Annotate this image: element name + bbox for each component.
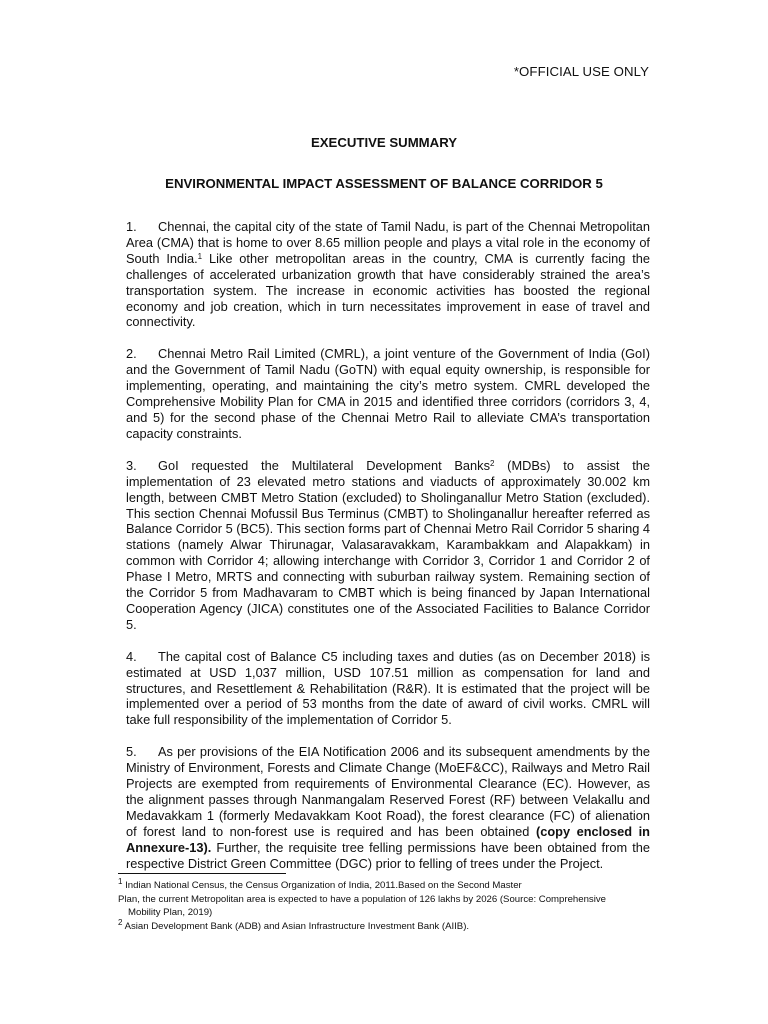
footnote-mark: 1 [118,877,123,886]
footnote-1 [118,879,663,920]
footnote-text: Indian National Census, the Census Organization of India, 2011.Based on the Second Master [122,880,522,891]
footnote-separator [118,873,286,874]
footnote-ref: 1 [197,251,203,261]
paragraph-text: (MDBs) to assist the implementation of 23 elevated metro stations and viaducts of approximately 30.002 km length, between CMBT Metro Station (excluded) to Sholinganallur Metro Station (excluded). This section Chennai Mofussil Bus Terminus (CMBT) to Sholinganallur hereafter referred as Balance Corridor 5 (BC5). This section forms part of Chennai Metro Rail Corridor 5 sharing 4 stations (namely Alwar Thirunagar, Valasaravakkam, Karambakkam and Alapakkam) in common with Corridor 4; allowing interchange with Corridor 3, Corridor 1 and Corridor 2 of Phase I Metro, MRTS and connecting with suburban railway system. Remaining section of the Corridor 5 from Madhavaram to CMBT which is being financed by Japan International Cooperation Agency (JICA) constitutes one of the Associated Facilities to Balance Corridor 5. [126,457,650,632]
paragraph-5 [126,744,650,871]
annexure-reference: (copy enclosed in Annexure-13). [126,823,650,855]
footnote-mark: 2 [118,918,123,927]
paragraph-number: 3. [126,457,137,473]
paragraph-text: Chennai Metro Rail Limited (CMRL), a joint venture of the Government of India (GoI) and the Government of Tamil Nadu (GoTN) with equal equity ownership, is responsible for implementing, operating, and maintaining the city’s metro system. CMRL developed the Comprehensive Mobility Plan for CMA in 2015 and identified three corridors (corridors 3, 4, and 5) for the second phase of the Chennai Metro Rail to alleviate CMA’s transportation capacity constraints. [126,346,650,441]
footnote-text: Plan, the current Metropolitan area is expected to have a population of 126 lakhs by 2026 (Source: Comprehensive [118,893,606,905]
paragraph-4 [126,649,650,729]
summary-body [126,219,650,888]
paragraph-text: The capital cost of Balance C5 including taxes and duties (as on December 2018) is estimated at USD 1,037 million, USD 107.51 million as compensation for land and structures, and Resettlement & Rehabilitation (R&R). It is estimated that the project will be implemented over a period of 53 months from the date of award of civil works. CMRL will take full responsibility of the implementation of Corridor 5. [126,648,650,728]
paragraph-number: 4. [126,648,137,664]
paragraph-text: Chennai, the capital city of the state of Tamil Nadu, is part of the Chennai Metropolitan Area (CMA) that is home to over 8.65 million people and plays a vital role in the economy of South India. [126,219,650,266]
paragraph-text: Like other metropolitan areas in the country, CMA is currently facing the challenges of accelerated urbanization growth that have considerably strained the area’s transportation system. The increase in economic activities has boosted the regional economy and job creation, which in turn necessitates improvement in ease of travel and connectivity. [126,250,650,330]
paragraph-text: Further, the requisite tree felling permissions have been obtained from the respective District Green Committee (DGC) prior to felling of trees under the Project. [126,839,650,871]
footnote-2 [118,920,663,934]
footnote-text: Asian Development Bank (ADB) and Asian Infrastructure Investment Bank (AIIB). [122,921,470,932]
paragraph-text: As per provisions of the EIA Notification 2006 and its subsequent amendments by the Ministry of Environment, Forests and Climate Change (MoEF&CC), Railways and Metro Rail Projects are exempted from requirements of Environmental Clearance (EC). However, as the alignment passes through Nanmangalam Reserved Forest (RF) between Velakallu and Medavakkam 1 (formerly Medavakkam Koot Road), the forest clearance (FC) of alienation of forest land to non-forest use is required and has been obtained [126,744,650,839]
footnote-text: Mobility Plan, 2019) [128,907,213,919]
paragraph-2 [126,346,650,441]
official-use-label: *OFFICIAL USE ONLY [513,64,649,79]
paragraph-1 [126,219,650,330]
paragraph-number: 1. [126,219,137,234]
executive-summary-title: EXECUTIVE SUMMARY [310,135,458,150]
eia-title: ENVIRONMENTAL IMPACT ASSESSMENT OF BALANCE CORRIDOR 5 [165,176,603,191]
paragraph-text: GoI requested the Multilateral Development Banks [158,457,490,473]
footnote-ref: 2 [489,458,495,468]
paragraph-number: 5. [126,744,137,760]
paragraph-3 [126,458,650,633]
paragraph-number: 2. [126,346,137,362]
